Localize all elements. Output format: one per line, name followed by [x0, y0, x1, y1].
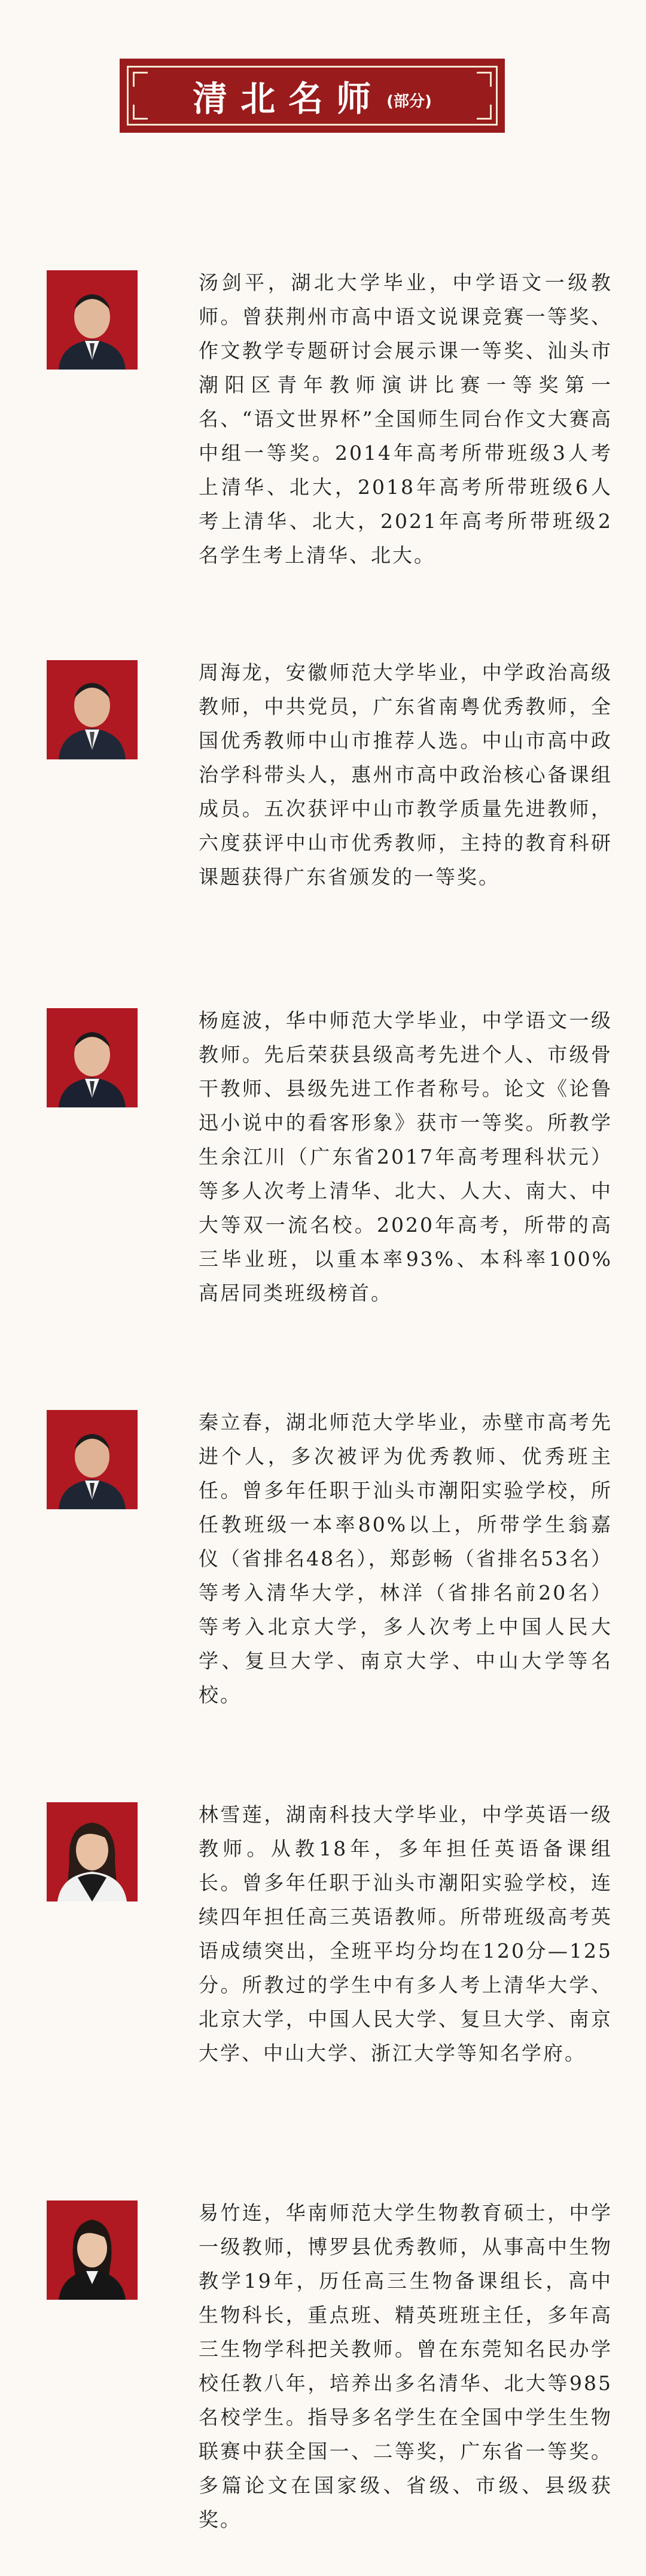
male-teacher-portrait-icon	[47, 660, 138, 759]
male-teacher-portrait-icon	[47, 1008, 138, 1107]
female-teacher-portrait-icon	[47, 2200, 138, 2300]
teacher-photo	[47, 1008, 138, 1107]
teacher-photo	[47, 1410, 138, 1509]
title-banner	[120, 59, 505, 133]
teacher-bio: 秦立春，湖北师范大学毕业，赤壁市高考先进个人，多次被评为优秀教师、优秀班主任。曾多年任职于汕头市潮阳实验学校，所任教班级一本率80%以上，所带学生翁嘉仪（省排名48名），郑彭畅（省排名53名）等考入清华大学，林洋（省排名前20名）等考入北京大学，多人次考上中国人民大学、复旦大学、南京大学、中山大学等名校。	[199, 1411, 613, 1707]
teacher-photo	[47, 1802, 138, 1902]
teacher-bio: 周海龙，安徽师范大学毕业，中学政治高级教师，中共党员，广东省南粤优秀教师，全国优秀教师中山市推荐人选。中山市高中政治学科带头人，惠州市高中政治核心备课组成员。五次获评中山市教学质量先进教师，六度获评中山市优秀教师，主持的教育科研课题获得广东省颁发的一等奖。	[199, 661, 613, 889]
teacher-photo	[47, 2200, 138, 2300]
teacher-photo	[47, 660, 138, 759]
male-teacher-portrait-icon	[47, 1410, 138, 1509]
page-title	[120, 59, 505, 133]
page-subtitle: (部分)	[386, 92, 432, 111]
teacher-photo	[47, 270, 138, 370]
teacher-bio: 杨庭波，华中师范大学毕业，中学语文一级教师。先后荣获县级高考先进个人、市级骨干教师、县级先进工作者称号。论文《论鲁迅小说中的看客形象》获市一等奖。所教学生余江川（广东省2017年高考理科状元）等多人次考上清华、北大、人大、南大、中大等双一流名校。2020年高考，所带的高三毕业班，以重本率93%、本科率100%高居同类班级榜首。	[199, 1009, 613, 1305]
page-title-text: 清北名师	[193, 78, 385, 119]
female-teacher-portrait-icon	[47, 1802, 138, 1902]
teacher-bio: 易竹连，华南师范大学生物教育硕士，中学一级教师，博罗县优秀教师，从事高中生物教学19年，历任高三生物备课组长，高中生物科长，重点班、精英班班主任，多年高三生物学科把关教师。曾在东莞知名民办学校任教八年，培养出多名清华、北大等985名校学生。指导多名学生在全国中学生生物联赛中获全国一、二等奖，广东省一等奖。多篇论文在国家级、省级、市级、县级获奖。	[199, 2201, 613, 2531]
teacher-bio: 林雪莲，湖南科技大学毕业，中学英语一级教师。从教18年，多年担任英语备课组长。曾多年任职于汕头市潮阳实验学校，连续四年担任高三英语教师。所带班级高考英语成绩突出，全班平均分均在120分—125分。所教过的学生中有多人考上清华大学、北京大学，中国人民大学、复旦大学、南京大学、中山大学、浙江大学等知名学府。	[199, 1803, 613, 2065]
teacher-bio: 汤剑平，湖北大学毕业，中学语文一级教师。曾获荆州市高中语文说课竞赛一等奖、作文教学专题研讨会展示课一等奖、汕头市潮阳区青年教师演讲比赛一等奖第一名、“语文世界杯”全国师生同台作文大赛高中组一等奖。2014年高考所带班级3人考上清华、北大，2018年高考所带班级6人考上清华、北大，2021年高考所带班级2名学生考上清华、北大。	[199, 271, 613, 567]
male-teacher-portrait-icon	[47, 270, 138, 370]
